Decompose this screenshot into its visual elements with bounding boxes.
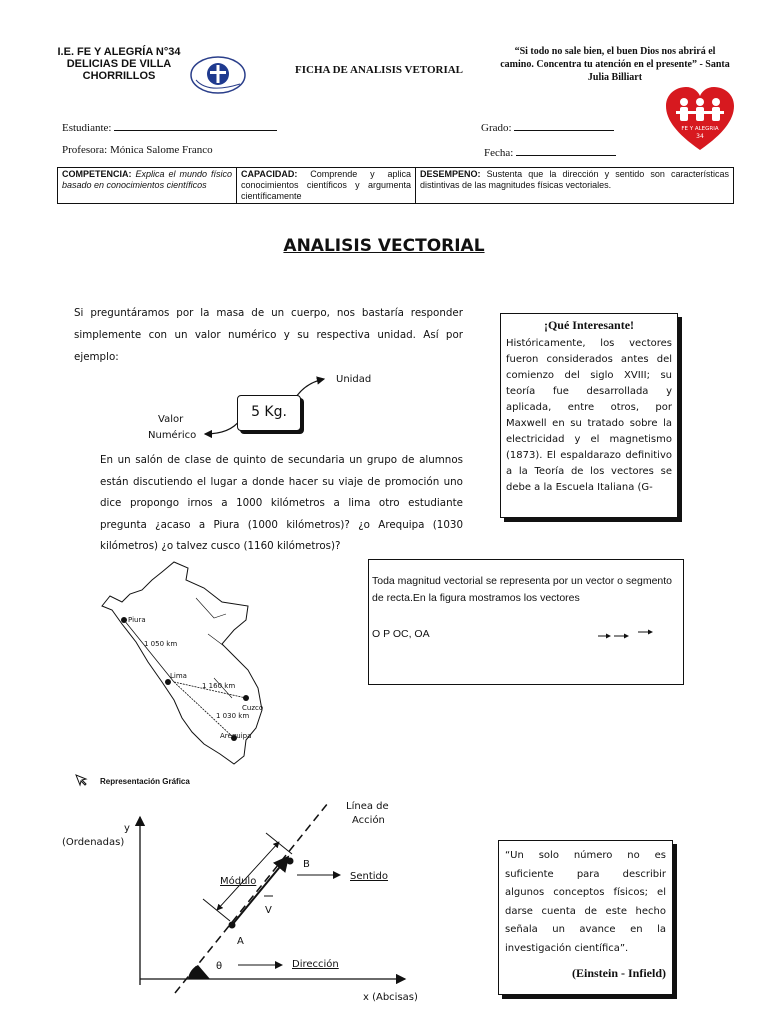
point-a-label: A bbox=[237, 936, 244, 947]
logo-text: FE Y ALEGRIA bbox=[681, 126, 719, 132]
school-name bbox=[54, 46, 184, 82]
map-d-arequipa: 1 030 km bbox=[216, 712, 250, 720]
header-quote: “Si todo no sale bien, el buen Dios nos abrirá el camino. Concentra tu atención en el presente” - Santa Julia Billiart bbox=[500, 46, 730, 83]
modulo-label: Módulo bbox=[220, 876, 257, 887]
student-field[interactable] bbox=[62, 119, 277, 134]
ficha-title: FICHA DE ANALISIS VETORIAL bbox=[295, 64, 464, 76]
einstein-quote: “Un solo número no es suficiente para describir algunos conceptos físicos; el darse cuenta de este hecho señala un avance en la investigación científica”. bbox=[505, 850, 666, 954]
vector-box bbox=[368, 559, 684, 685]
einstein-author: (Einstein - Infield) bbox=[571, 966, 666, 980]
capacidad-cell: CAPACIDAD: Comprende y aplica conocimientos científicos y argumenta científicamente bbox=[237, 168, 416, 204]
date-blank[interactable] bbox=[516, 144, 616, 156]
grade-blank[interactable] bbox=[514, 119, 614, 131]
map-d-cuzco: 1 160 km bbox=[202, 682, 236, 690]
axis-x-label: x (Abcisas) bbox=[363, 992, 418, 1003]
fe-y-alegria-logo bbox=[664, 84, 736, 156]
linea-accion-2: Acción bbox=[352, 815, 385, 826]
theta-label: θ bbox=[216, 961, 223, 972]
ordenadas-label: (Ordenadas) bbox=[62, 837, 125, 848]
mass-value-box: 5 Kg. bbox=[237, 395, 301, 431]
unit-label: Unidad bbox=[336, 374, 372, 385]
date-label: Fecha: bbox=[484, 147, 514, 159]
value-label-1: Valor bbox=[158, 414, 184, 425]
interesting-box bbox=[500, 313, 678, 518]
school-crest-icon bbox=[188, 50, 250, 98]
repr-label: Representación Gráfica bbox=[100, 777, 190, 786]
interesting-body: Históricamente, los vectores fueron considerados antes del comienzo del siglo XVIII; su teoría fue desarrollada y aplicada, entre otros, por Maxwell en su tratado sobre la electricidad y el magnetismo (1873). El espaldarazo definitivo a la Teoría de los vectores se debe a la Escuela Italiana (G- bbox=[506, 338, 672, 493]
vector-arrows-icon bbox=[596, 628, 656, 642]
school-line-3: CHORRILLOS bbox=[82, 70, 156, 82]
direccion-label: Dirección bbox=[292, 959, 339, 970]
student-blank[interactable] bbox=[114, 119, 277, 131]
teacher-label: Profesora: Mónica Salome Franco bbox=[62, 144, 213, 156]
vector-diagram bbox=[60, 795, 440, 1010]
map-piura: Piura bbox=[128, 616, 146, 624]
grade-field[interactable] bbox=[481, 119, 614, 134]
competencia-cell: COMPETENCIA: Explica el mundo físico basado en conocimientos científicos bbox=[58, 168, 237, 204]
interesting-heading: ¡Qué Interesante! bbox=[543, 318, 635, 332]
school-line-1: I.E. FE Y ALEGRÍA N°34 bbox=[57, 46, 181, 58]
logo-number: 34 bbox=[696, 133, 704, 140]
value-label-2: Numérico bbox=[148, 430, 197, 441]
intro-paragraph: Si preguntáramos por la masa de un cuerpo, nos bastaría responder simplemente con un valor numérico y su respectiva unidad. Así por ejemplo: bbox=[74, 307, 463, 363]
desempeno-cell: DESEMPENO: Sustenta que la dirección y sentido son características distintivas de las magnitudes físicas vectoriales. bbox=[416, 168, 734, 204]
student-label: Estudiante: bbox=[62, 122, 112, 134]
linea-accion-1: Línea de bbox=[346, 801, 389, 812]
axis-y-label: y bbox=[124, 823, 130, 834]
page-title: ANALISIS VECTORIAL bbox=[283, 236, 485, 256]
map-cuzco: Cuzco bbox=[242, 704, 264, 712]
peru-map bbox=[96, 558, 296, 776]
einstein-quote-box bbox=[498, 840, 673, 995]
map-d-piura: 1 050 km bbox=[144, 640, 178, 648]
competency-table bbox=[57, 167, 734, 204]
date-field[interactable] bbox=[484, 144, 616, 159]
pointer-hand-icon bbox=[74, 773, 88, 787]
grade-label: Grado: bbox=[481, 122, 512, 134]
map-arequipa: Arequipa bbox=[220, 732, 252, 740]
sentido-label: Sentido bbox=[350, 871, 389, 882]
vector-v-label: V bbox=[265, 905, 272, 916]
map-lima: Lima bbox=[170, 672, 187, 680]
school-line-2: DELICIAS DE VILLA bbox=[66, 58, 172, 70]
vector-box-labels: O P OC, OA bbox=[372, 628, 430, 640]
story-paragraph: En un salón de clase de quinto de secundaria un grupo de alumnos están discutiendo el lugar a donde hacer su viaje de promoción uno dice propongo irnos a 1000 kilómetros a lima otro estudiante pregunta ¿acaso a Piura (1000 kilómetros)? ¿o Arequipa (1030 kilómetros) ¿o talvez cusco (1160 kilómetros)? bbox=[100, 454, 463, 552]
point-b-label: B bbox=[303, 859, 310, 870]
vector-box-text: Toda magnitud vectorial se representa por un vector o segmento de recta.En la figura mostramos los vectores bbox=[372, 575, 673, 604]
